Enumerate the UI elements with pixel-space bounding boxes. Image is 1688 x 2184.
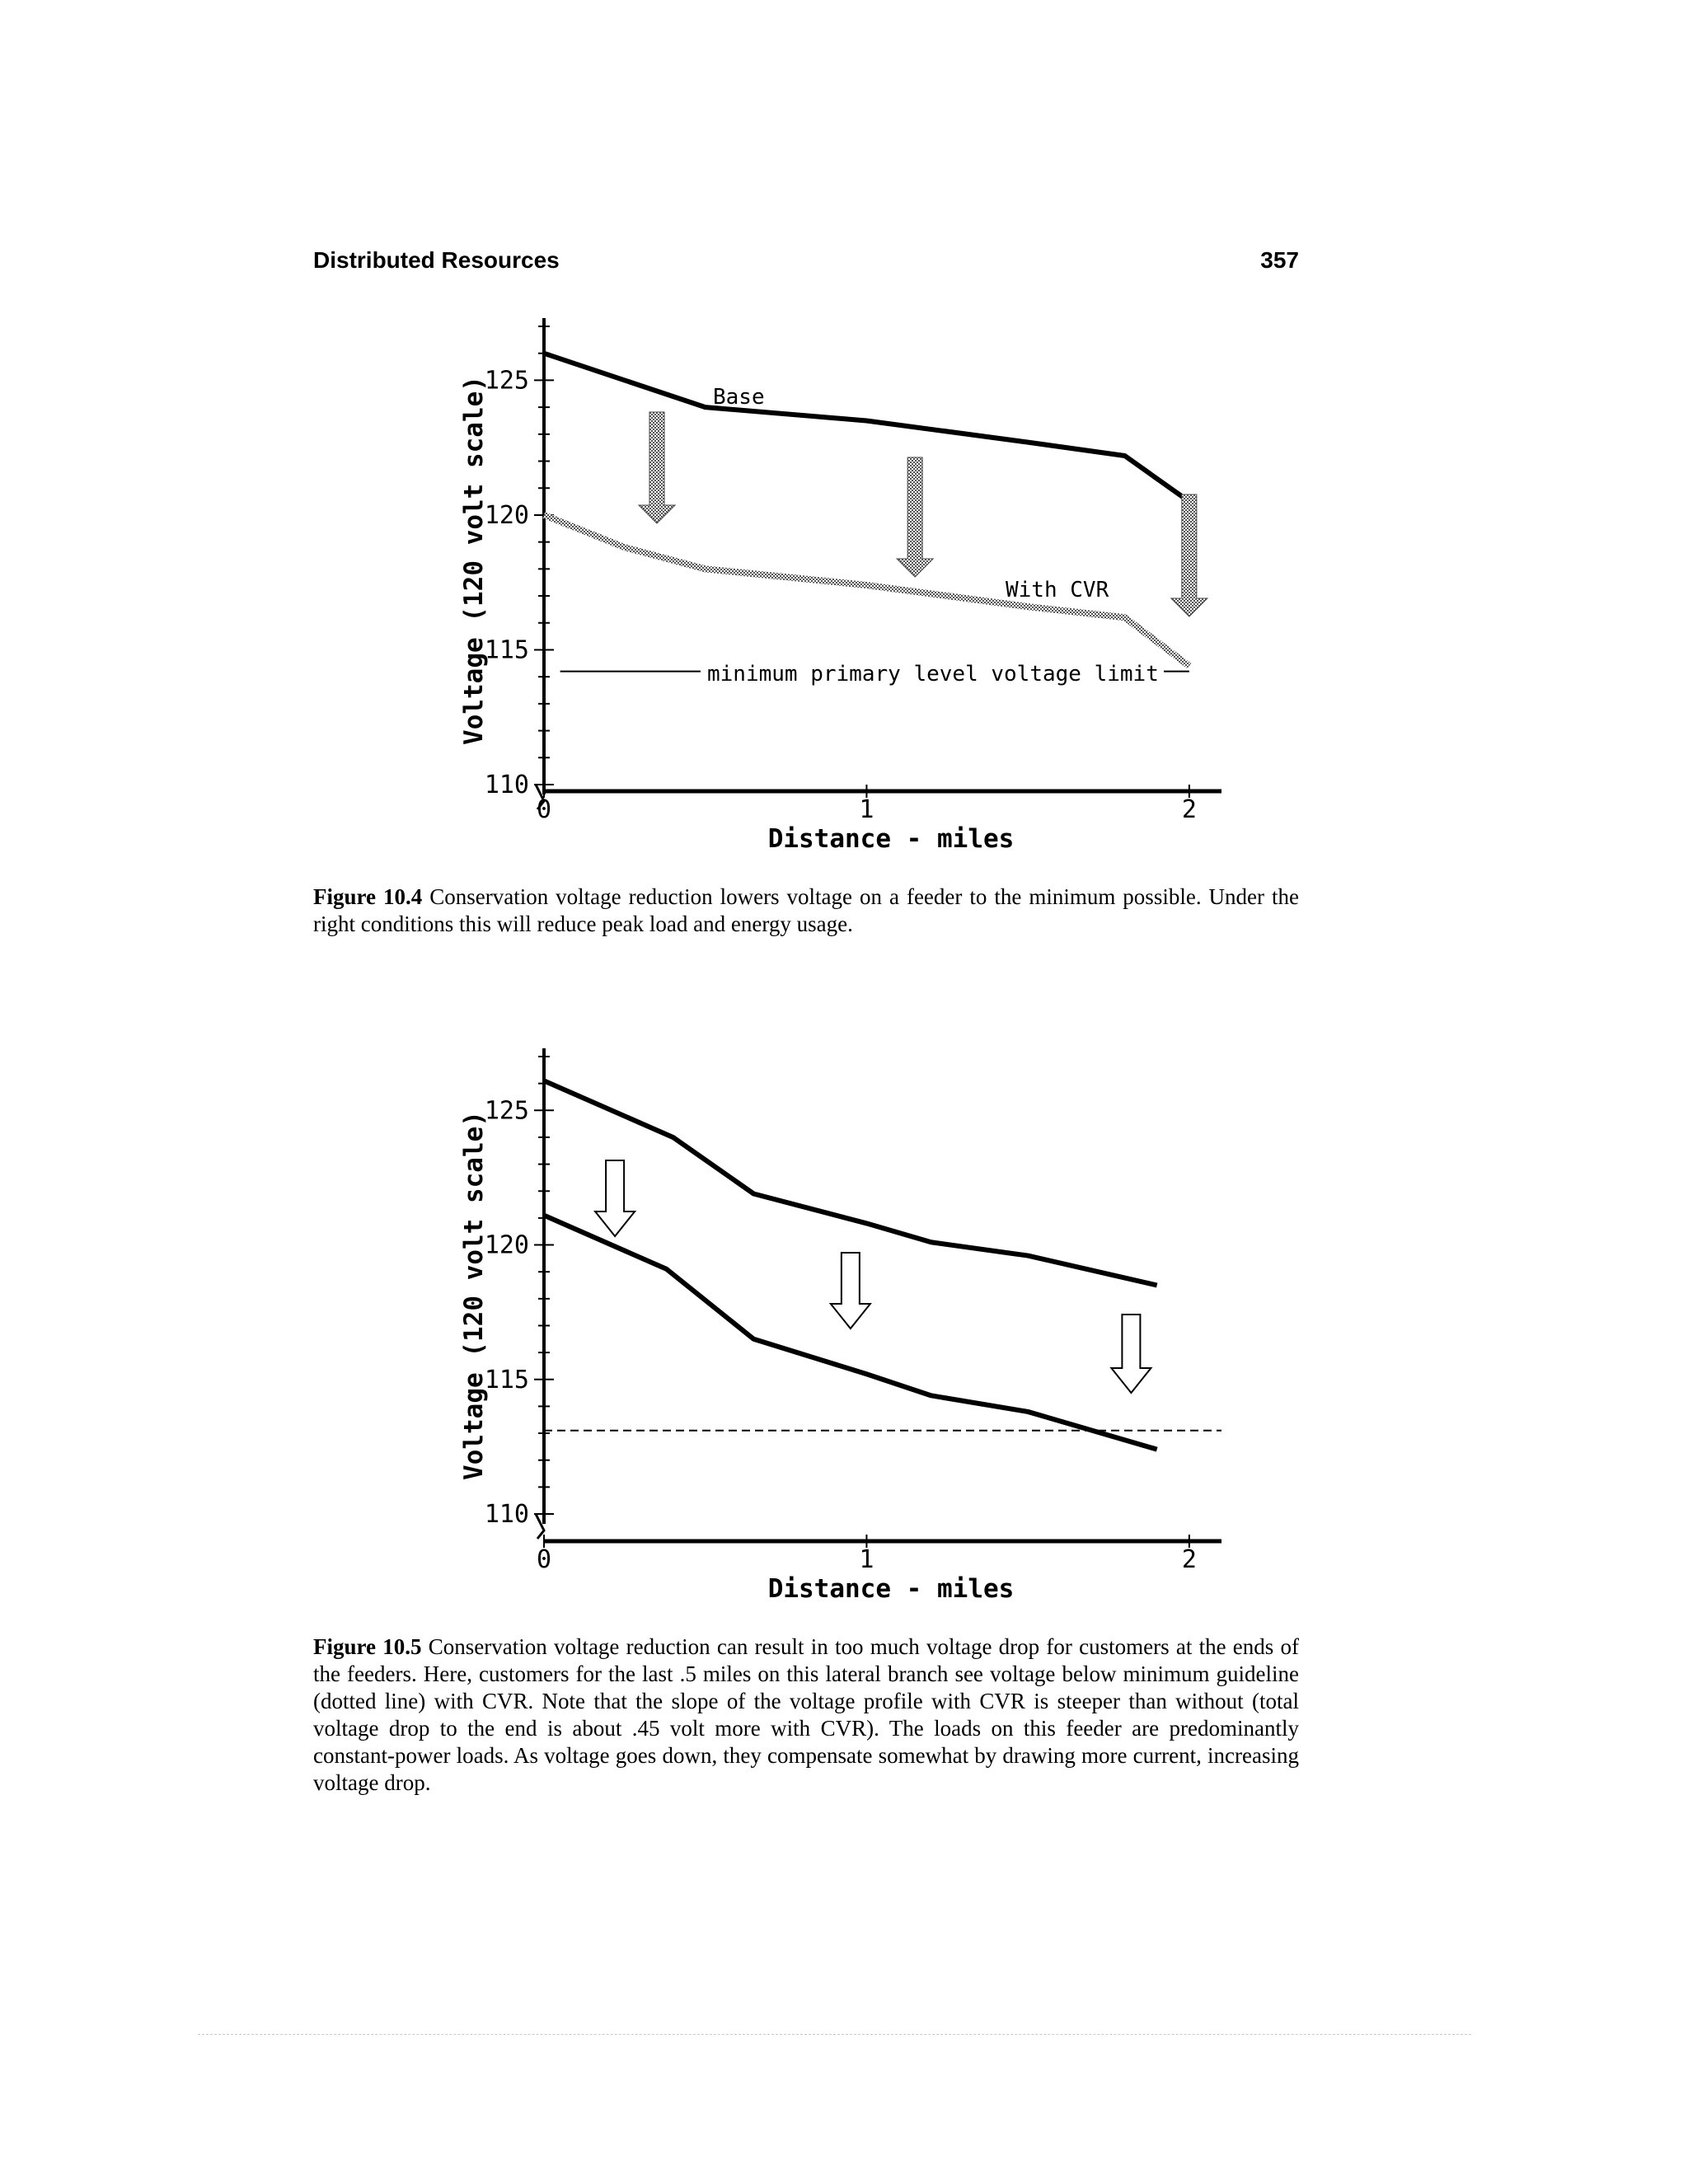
- running-head-title: Distributed Resources: [313, 247, 560, 273]
- y-tick-label: 125: [484, 1096, 529, 1126]
- x-axis-label: Distance - miles: [767, 1574, 1015, 1604]
- voltage-reduction-arrow: [639, 412, 675, 523]
- figure-10-5-caption: [313, 1633, 1299, 1797]
- series-line-base: [544, 354, 1189, 502]
- x-tick-label: 2: [1181, 795, 1197, 824]
- x-tick-label: 1: [859, 1545, 874, 1574]
- figure-10-4-caption: [313, 883, 1299, 938]
- y-tick-label: 115: [484, 635, 529, 665]
- figure-10-5-caption-text: Conservation voltage reduction can result in too much voltage drop for customers at the ends of the feeders. Here, customers for the last .5 miles on this lateral branch see voltage below minimum guideline (dotted line) with CVR. Note that the slope of the voltage profile with CVR is steeper than without (total voltage drop to the end is about .45 volt more with CVR). The loads on this feeder are predominantly constant-power loads. As voltage goes down, they compensate somewhat by drawing more current, increasing voltage drop.: [313, 1634, 1300, 1795]
- x-tick-label: 1: [859, 795, 874, 824]
- y-tick-label: 110: [484, 771, 529, 799]
- annotation-label: With CVR: [1006, 578, 1109, 602]
- figure-10-5-number: Figure 10.5: [313, 1634, 422, 1659]
- footer-scan-rule: [198, 2034, 1471, 2035]
- y-tick-label: 120: [484, 1230, 529, 1260]
- annotation-label: minimum primary level voltage limit: [707, 662, 1159, 687]
- figure-10-4-caption-text: Conservation voltage reduction lowers voltage on a feeder to the minimum possible. Under the right conditions this will reduce peak load and energy usage.: [313, 884, 1299, 936]
- y-tick-label: 115: [484, 1365, 529, 1394]
- chart-1: [459, 318, 1221, 854]
- figure-10-4-number: Figure 10.4: [313, 884, 423, 909]
- voltage-reduction-arrow: [897, 457, 933, 577]
- x-axis-label: Distance - miles: [767, 824, 1015, 854]
- page-number: 357: [1260, 247, 1299, 273]
- y-tick-label: 110: [484, 1500, 529, 1529]
- voltage-reduction-arrow: [1171, 494, 1207, 616]
- voltage-reduction-arrow: [1111, 1315, 1151, 1393]
- annotation-label: Base: [713, 385, 765, 410]
- y-axis-label: Voltage (120 volt scale): [459, 1111, 489, 1480]
- x-tick-label: 2: [1181, 1545, 1197, 1574]
- series-line-2: [544, 1216, 1157, 1450]
- x-tick-label: 0: [536, 795, 552, 824]
- y-tick-label: 120: [484, 500, 529, 530]
- voltage-reduction-arrow: [831, 1253, 870, 1329]
- y-tick-label: 125: [484, 366, 529, 396]
- voltage-reduction-arrow: [595, 1160, 635, 1236]
- y-axis-label: Voltage (120 volt scale): [459, 376, 489, 745]
- chart-2: [459, 1048, 1221, 1604]
- x-tick-label: 0: [536, 1545, 552, 1574]
